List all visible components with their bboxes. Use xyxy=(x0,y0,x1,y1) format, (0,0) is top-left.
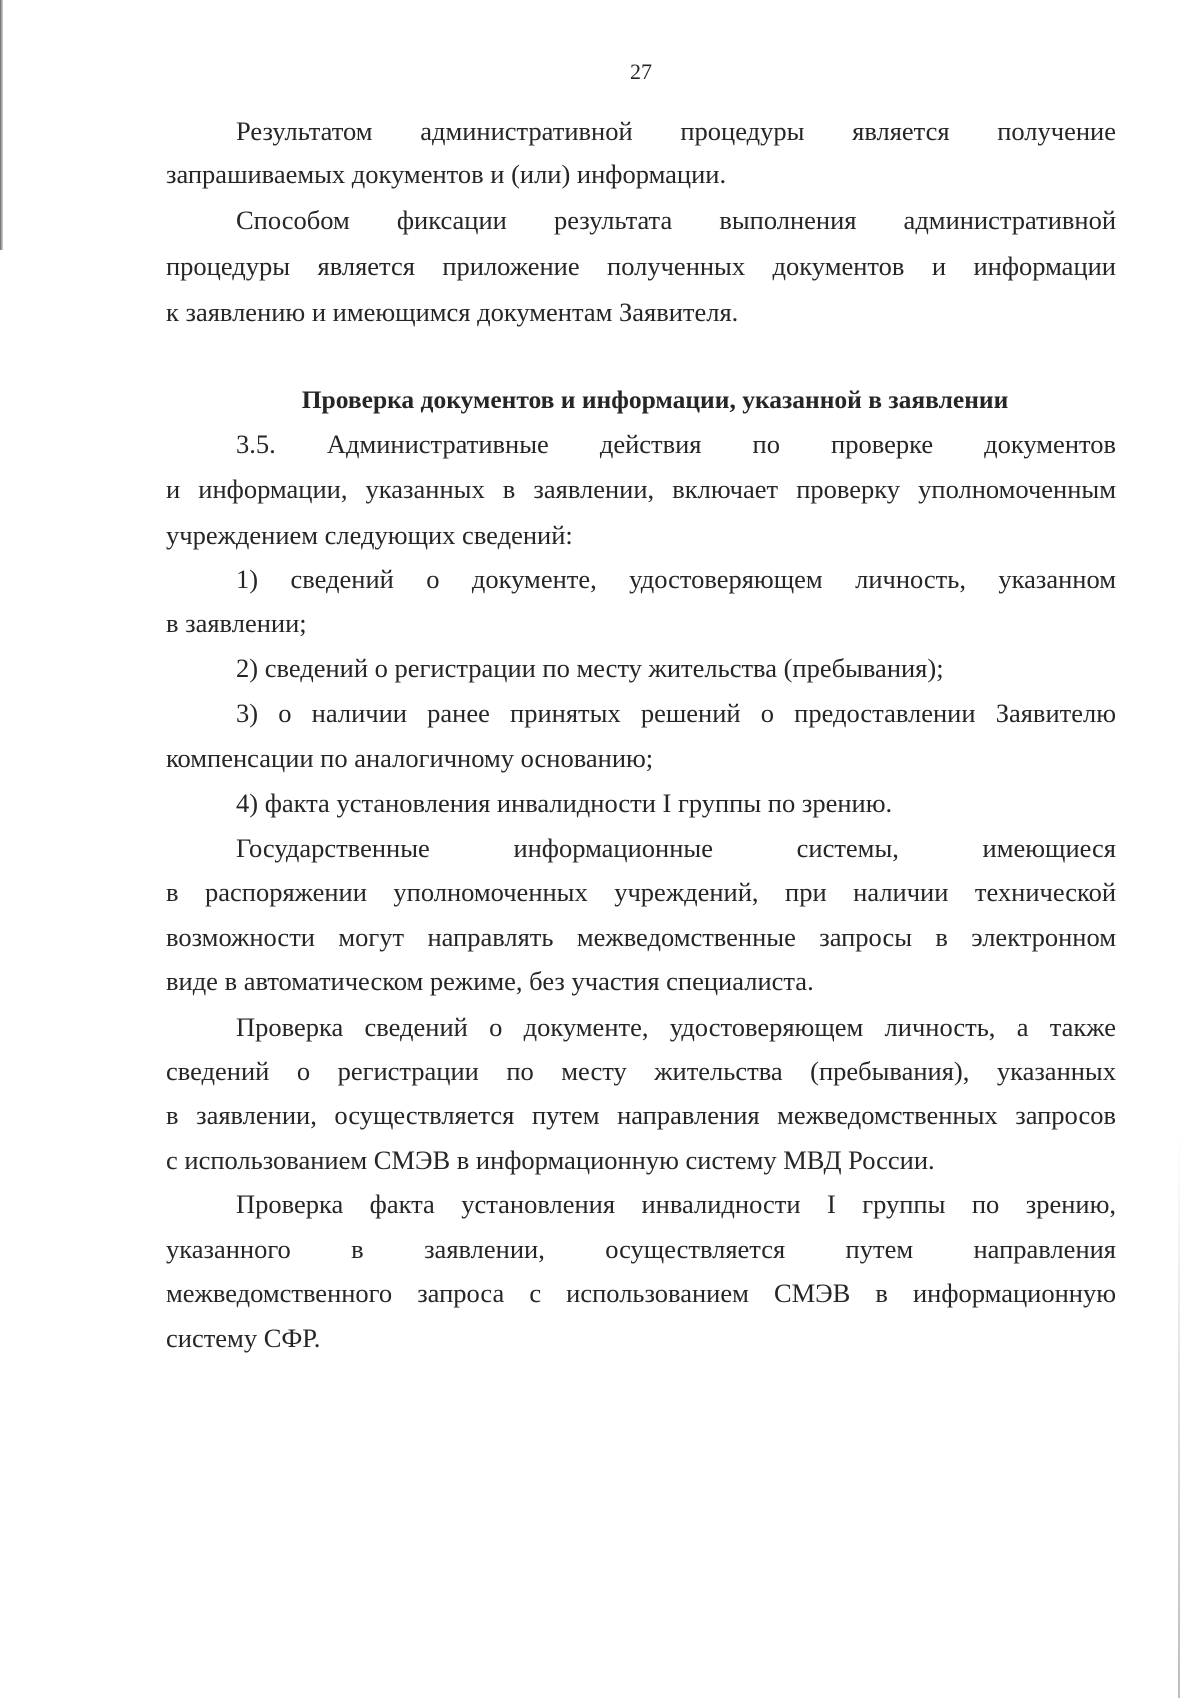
paragraph-line: сведений о регистрации по месту жительства (пребывания), указанных xyxy=(166,1056,1116,1086)
paragraph-line: 3.5. Административные действия по проверке документов xyxy=(236,429,1116,459)
paragraph-line: процедуры является приложение полученных документов и информации xyxy=(166,251,1116,281)
paragraph-line: с использованием СМЭВ в информационную систему МВД России. xyxy=(166,1145,935,1175)
paragraph-line: и информации, указанных в заявлении, включает проверку уполномоченным xyxy=(166,474,1116,504)
paragraph-line: учреждением следующих сведений: xyxy=(166,520,573,550)
paragraph-line: запрашиваемых документов и (или) информации. xyxy=(166,159,727,189)
list-item-line: 4) факта установления инвалидности I группы по зрению. xyxy=(236,788,893,818)
paragraph-line: Результатом административной процедуры является получение xyxy=(236,116,1116,146)
paragraph-line: межведомственного запроса с использованием СМЭВ в информационную xyxy=(166,1278,1116,1308)
paragraph-line: виде в автоматическом режиме, без участия специалиста. xyxy=(166,966,814,996)
paragraph-line: в заявлении, осуществляется путем направления межведомственных запросов xyxy=(166,1100,1116,1130)
list-item-line: 3) о наличии ранее принятых решений о предоставлении Заявителю xyxy=(236,698,1116,728)
scan-edge-left xyxy=(0,0,3,250)
paragraph-line: возможности могут направлять межведомственные запросы в электронном xyxy=(166,922,1116,952)
list-item-line: 1) сведений о документе, удостоверяющем личность, указанном xyxy=(236,564,1116,594)
paragraph-line: Проверка факта установления инвалидности I группы по зрению, xyxy=(236,1189,1116,1219)
list-item-line: 2) сведений о регистрации по месту жительства (пребывания); xyxy=(236,653,944,683)
scan-edge-right xyxy=(1178,1130,1180,1698)
paragraph-line: указанного в заявлении, осуществляется путем направления xyxy=(166,1234,1116,1264)
paragraph-line: Способом фиксации результата выполнения административной xyxy=(236,205,1116,235)
paragraph-line: в распоряжении уполномоченных учреждений, при наличии технической xyxy=(166,877,1116,907)
section-heading: Проверка документов и информации, указанной в заявлении xyxy=(301,385,1009,414)
paragraph-line: к заявлению и имеющимся документам Заявителя. xyxy=(166,297,739,327)
list-item-line: компенсации по аналогичному основанию; xyxy=(166,743,654,773)
list-item-line: в заявлении; xyxy=(166,608,307,638)
paragraph-line: Проверка сведений о документе, удостоверяющем личность, а также xyxy=(236,1012,1116,1042)
paragraph-line: систему СФР. xyxy=(166,1323,321,1353)
page-number: 27 xyxy=(630,59,652,84)
paragraph-line: Государственные информационные системы, имеющиеся xyxy=(236,833,1116,863)
